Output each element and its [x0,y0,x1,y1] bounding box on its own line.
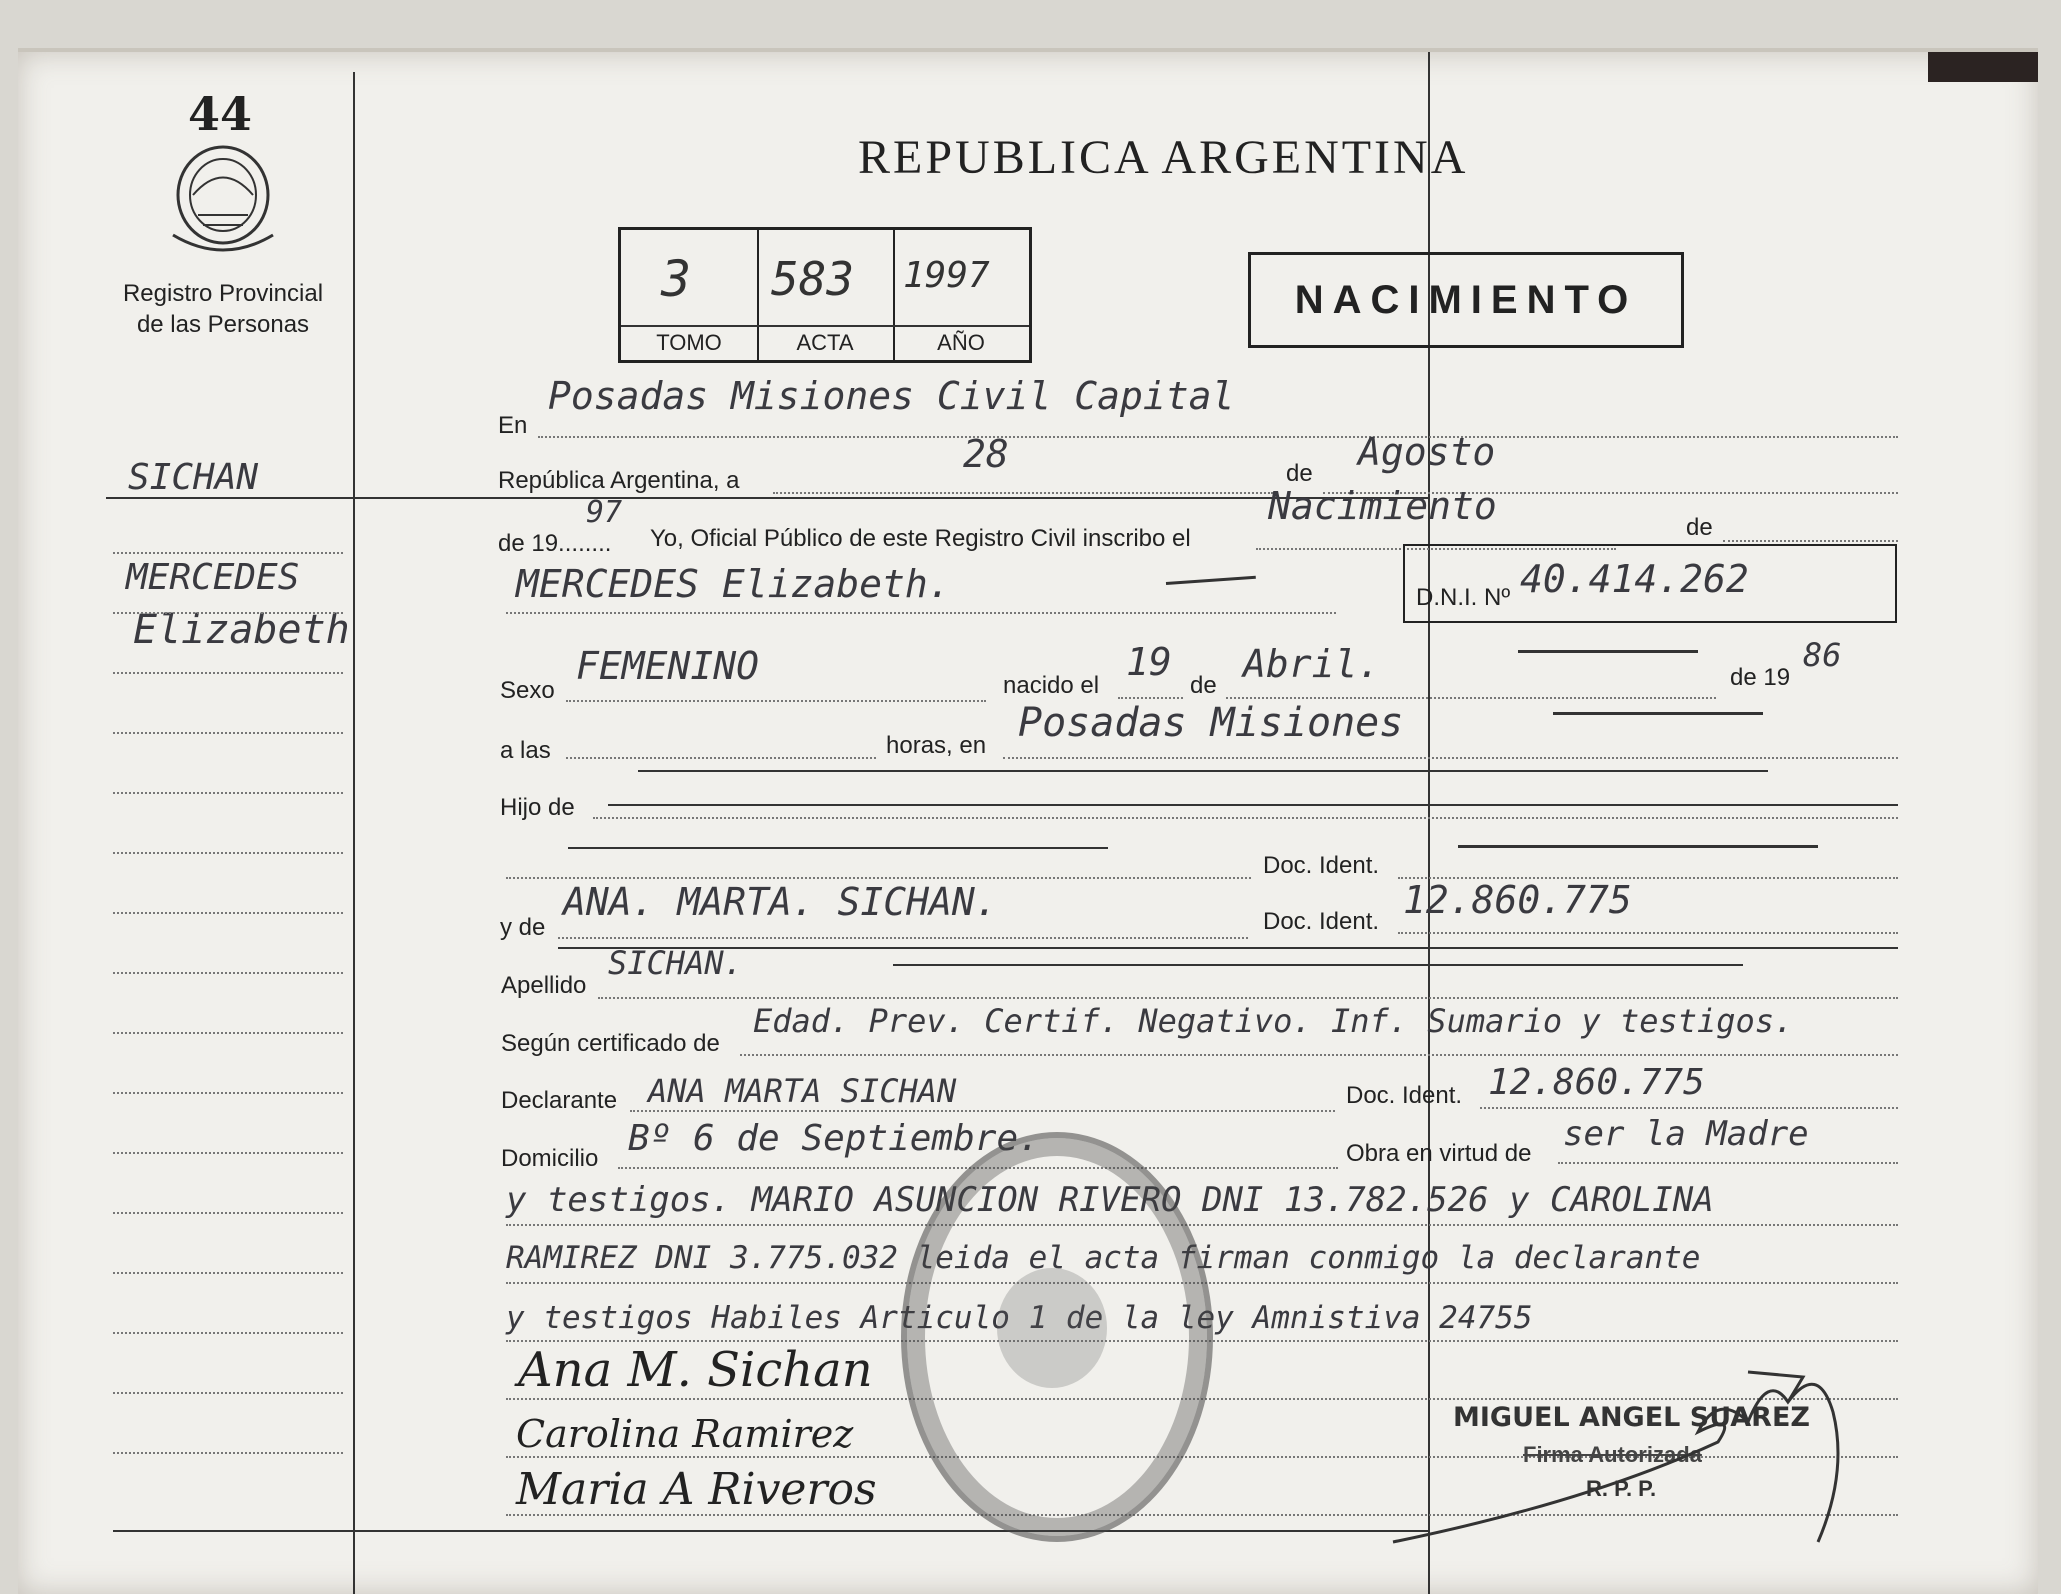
de3-label: de [1190,672,1217,699]
hand-dash [893,964,1743,966]
official-signature-icon [1388,1352,1858,1552]
mother-doc-label: Doc. Ident. [1263,908,1380,935]
declarant-name: ANA MARTA SICHAN [648,1072,957,1110]
address-value: Bº 6 de Septiembre. [628,1118,1040,1159]
birth-day: 19 [1126,640,1172,684]
field-line [1398,932,1898,934]
official-stamp [901,1132,1213,1542]
signature-witness-1: Carolina Ramirez [516,1412,854,1456]
hijo-label: Hijo de [500,794,575,821]
official-title: Firma Autorizada [1523,1442,1702,1467]
place-of-registry: Posadas Misiones Civil Capital [548,374,1235,418]
field-line [1558,1162,1898,1164]
hand-dash [1553,712,1763,715]
hand-dash [558,947,1898,949]
document-type-box [1248,252,1684,348]
field-line [506,1224,1898,1226]
field-line [740,1054,1898,1056]
field-line [773,492,1273,494]
year-prefix-label: de 19........ [498,530,612,557]
official-org: R. P. P. [1586,1476,1657,1501]
margin-line [113,1032,343,1034]
document-type: NACIMIENTO [1294,277,1638,322]
field-line [1118,697,1183,699]
field-line [506,612,1336,614]
birth-certificate-page [18,48,2038,1594]
de-label: de [1286,460,1313,487]
witness-line-2: RAMIREZ DNI 3.775.032 leida el acta firman conmigo la declarante [506,1240,1701,1276]
registry-name-line1: Registro Provincial [122,280,324,307]
section-divider-bottom [113,1530,1428,1532]
ano-value: 1997 [903,255,990,296]
witness-line-1: y testigos. MARIO ASUNCION RIVERO DNI 13.782.526 y CAROLINA [506,1180,1714,1220]
apellido-label: Apellido [501,972,587,999]
margin-line [113,1152,343,1154]
margin-surname: SICHAN [128,457,259,498]
tomo-value: 3 [661,250,692,308]
field-line [593,817,1898,819]
margin-first-name: MERCEDES [126,557,300,598]
acta-value: 583 [771,252,855,306]
mother-name: ANA. MARTA. SICHAN. [563,880,998,924]
field-line [1226,697,1716,699]
registry-name-line2: de las Personas [136,311,310,338]
stamp-emblem [997,1268,1107,1388]
dni-value: 40.414.262 [1520,557,1749,601]
acta-label: ACTA [796,330,854,355]
field-line [630,1110,1335,1112]
margin-middle-name: Elizabeth [133,607,350,653]
field-line [538,436,1898,438]
margin-line [113,792,343,794]
margin-line [113,1452,343,1454]
registration-month: Agosto [1358,430,1496,474]
nacido-label: nacido el [1003,672,1100,699]
signature-declarant: Ana M. Sichan [518,1342,873,1398]
registration-day: 28 [963,432,1009,476]
margin-line [113,672,343,674]
field-line [566,757,876,759]
authority-value: ser la Madre [1563,1114,1809,1154]
book-edge [1928,52,2038,82]
page-number: 44 [188,87,253,141]
ano-label: AÑO [937,330,985,355]
sexo-label: Sexo [500,677,555,704]
margin-line [113,852,343,854]
tomo-label: TOMO [656,330,722,355]
year-prefix-label-2: de 19 [1730,664,1791,691]
hand-dash [608,804,1898,806]
event-registered: Nacimiento [1268,484,1497,528]
field-line [1723,540,1898,542]
margin-line [113,1092,343,1094]
hand-dash [1518,650,1698,653]
margin-line [113,1332,343,1334]
section-divider-top [106,497,1428,499]
birth-place: Posadas Misiones [1018,700,1404,746]
declarant-doc-value: 12.860.775 [1488,1062,1705,1103]
margin-line [113,732,343,734]
country-title: REPUBLICA ARGENTINA [858,131,1469,184]
hand-dash [638,770,1768,772]
margin-line [113,912,343,914]
declarante-label: Declarante [501,1087,618,1114]
field-line [598,997,1898,999]
margin-line [113,612,343,614]
registration-year: 97 [586,495,623,530]
domicilio-label: Domicilio [501,1145,599,1172]
field-line [1480,1107,1898,1109]
field-line [506,877,1251,879]
registered-name: MERCEDES Elizabeth. [516,562,951,606]
signature-witness-2: Maria A Riveros [516,1464,877,1515]
field-line [566,700,986,702]
birth-year: 86 [1803,636,1842,674]
hand-dash [1458,845,1818,848]
margin-line [113,552,343,554]
provincial-seal-icon [168,140,278,260]
horas-label: horas, en [886,732,987,759]
republica-label: República Argentina, a [498,467,740,494]
certificate-basis: Edad. Prev. Certif. Negativo. Inf. Sumario y testigos. [753,1002,1794,1040]
yde-label: y de [500,914,546,941]
field-line [558,937,1248,939]
record-box [618,227,1032,363]
en-label: En [498,412,528,439]
margin-line [113,972,343,974]
margin-line [113,1392,343,1394]
obra-label: Obra en virtud de [1346,1140,1532,1167]
alas-label: a las [500,737,551,764]
father-doc-label: Doc. Ident. [1263,852,1380,879]
margin-line [113,1212,343,1214]
witness-line-3: y testigos Habiles Articulo 1 de la ley Amnistiva 24755 [506,1300,1533,1336]
margin-divider [353,72,355,1594]
field-line [1003,757,1898,759]
segun-label: Según certificado de [501,1030,720,1057]
sex-value: FEMENINO [576,644,760,688]
mother-doc-value: 12.860.775 [1403,878,1632,922]
birth-month: Abril. [1243,642,1381,686]
declarant-doc-label: Doc. Ident. [1346,1082,1463,1109]
margin-line [113,1272,343,1274]
de2-label: de [1686,514,1713,541]
official-statement: Yo, Oficial Público de este Registro Civil inscribo el [650,525,1191,552]
surname-value: SICHAN. [608,944,743,982]
hand-dash [568,847,1108,849]
dni-label: D.N.I. Nº [1416,584,1511,611]
official-name: MIGUEL ANGEL SUAREZ [1453,1402,1810,1433]
hand-dash [1166,576,1256,585]
